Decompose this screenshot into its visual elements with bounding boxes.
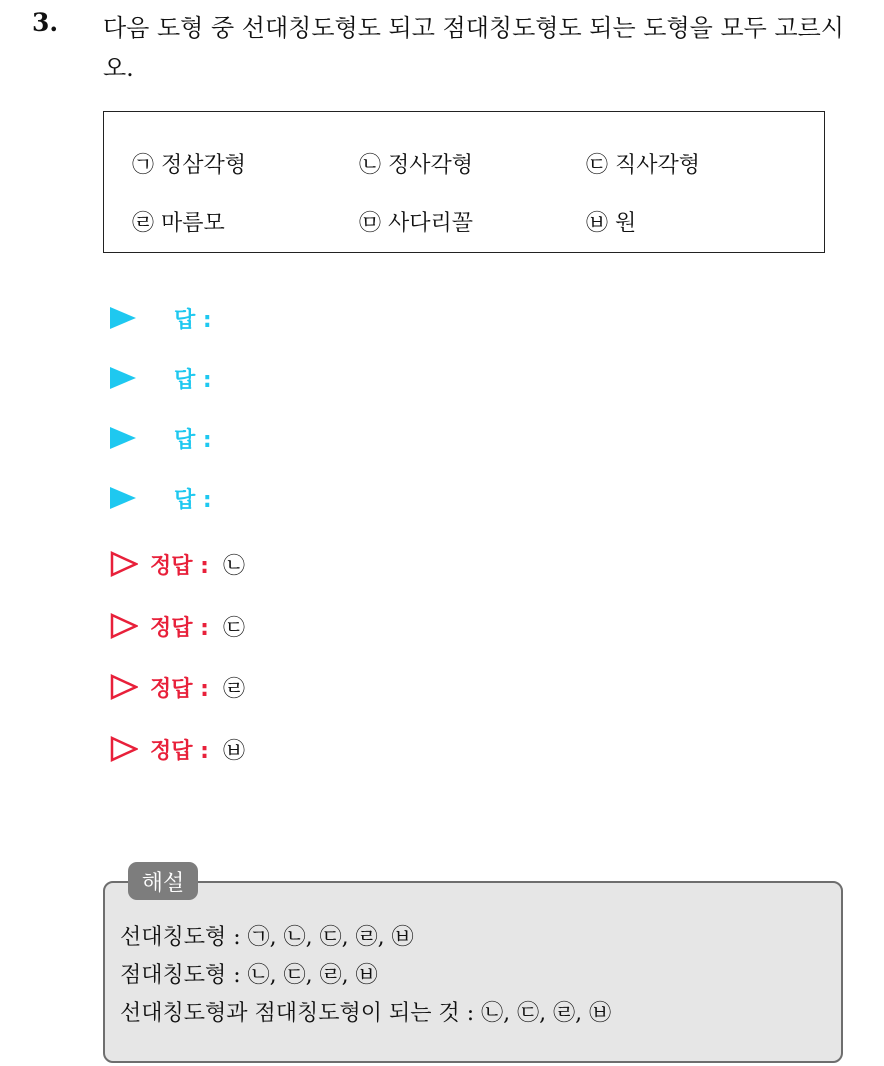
correct-value: ㉥ — [222, 738, 245, 764]
correct-label: 정답 : — [150, 738, 209, 764]
correct-answer-row — [110, 734, 245, 764]
correct-value: ㉢ — [222, 615, 245, 641]
correct-label: 정답 : — [150, 676, 209, 702]
correct-answer-row — [110, 549, 245, 579]
answer-arrow-icon — [110, 487, 136, 509]
choice-box — [103, 111, 825, 253]
choice-item: ㉣ 마름모 — [132, 211, 225, 236]
correct-arrow-icon — [110, 674, 138, 700]
question-number: 3. — [32, 8, 59, 37]
explanation-line: 선대칭도형 : ㉠, ㉡, ㉢, ㉣, ㉥ — [120, 925, 414, 950]
correct-answer-row — [110, 611, 245, 641]
choice-item: ㉢ 직사각형 — [586, 153, 701, 178]
answer-arrow-icon — [110, 367, 136, 389]
correct-arrow-icon — [110, 551, 138, 577]
choice-item: ㉡ 정사각형 — [359, 153, 474, 178]
correct-label: 정답 : — [150, 615, 209, 641]
correct-arrow-icon — [110, 613, 138, 639]
answer-arrow-icon — [110, 307, 136, 329]
choice-item: ㉥ 원 — [586, 211, 637, 236]
answer-row[interactable] — [110, 423, 212, 453]
answer-label: 답 : — [174, 427, 212, 453]
explanation-tag: 해설 — [128, 862, 198, 900]
explanation-line: 선대칭도형과 점대칭도형이 되는 것 : ㉡, ㉢, ㉣, ㉥ — [120, 1001, 612, 1026]
answer-label: 답 : — [174, 487, 212, 513]
answer-label: 답 : — [174, 367, 212, 393]
answer-row[interactable] — [110, 363, 212, 393]
answer-arrow-icon — [110, 427, 136, 449]
correct-arrow-icon — [110, 736, 138, 762]
correct-label: 정답 : — [150, 553, 209, 579]
answer-row[interactable] — [110, 303, 212, 333]
correct-value: ㉣ — [222, 676, 245, 702]
choice-item: ㉠ 정삼각형 — [132, 153, 247, 178]
correct-answer-row — [110, 672, 245, 702]
correct-value: ㉡ — [222, 553, 245, 579]
question-text: 다음 도형 중 선대칭도형도 되고 점대칭도형도 되는 도형을 모두 고르시오. — [103, 14, 844, 82]
answer-row[interactable] — [110, 483, 212, 513]
answer-label: 답 : — [174, 307, 212, 333]
choice-item: ㉤ 사다리꼴 — [359, 211, 474, 236]
explanation-line: 점대칭도형 : ㉡, ㉢, ㉣, ㉥ — [120, 963, 378, 988]
